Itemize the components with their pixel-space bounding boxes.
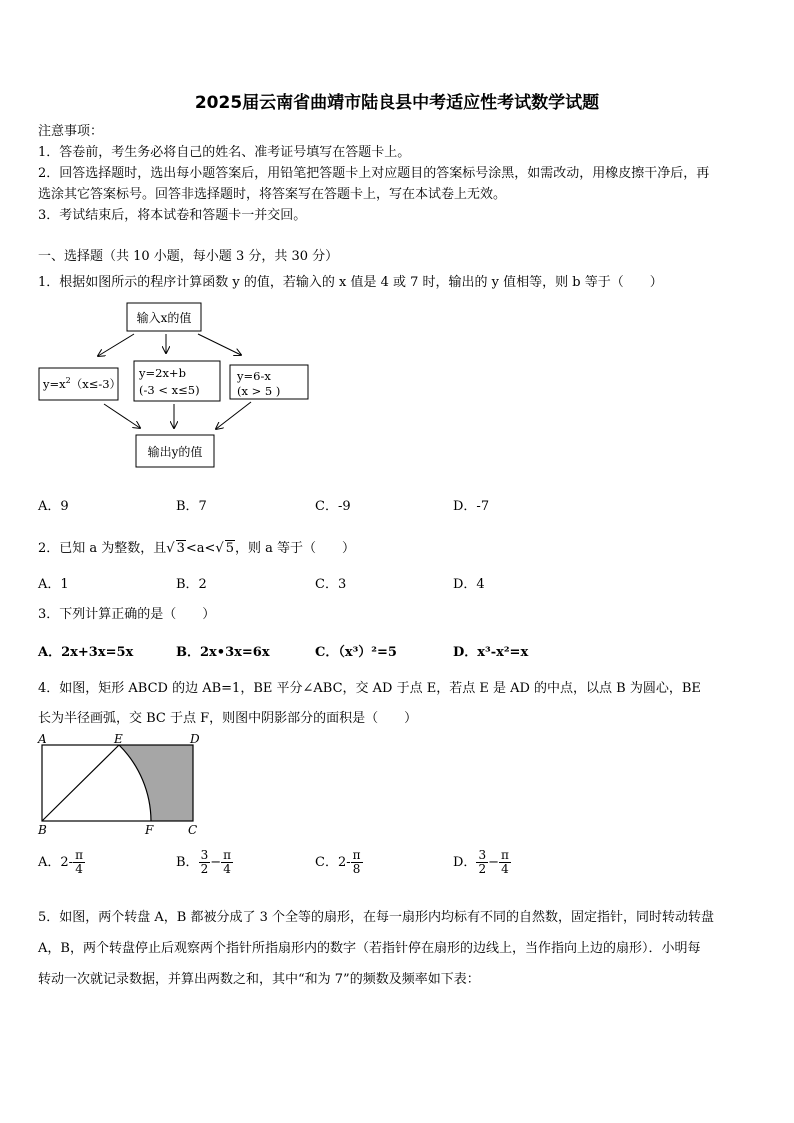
fraction (351, 849, 363, 876)
q3-stem: 3．下列计算正确的是（ ） (38, 607, 216, 622)
q2-stem-mid: <a< (185, 541, 216, 556)
fraction (73, 849, 85, 876)
flow-input-text: 输入x的值 (136, 311, 192, 325)
flow-right-line2: (x > 5 ) (237, 384, 281, 398)
notice-item-3: 3．考试结束后，将本试卷和答题卡一并交回。 (38, 208, 307, 223)
q1-option-d: D．-7 (453, 499, 490, 514)
q2-stem (38, 537, 355, 556)
flow-mid-line2: (-3 < x≤5) (139, 383, 200, 397)
fraction-denominator: 4 (223, 862, 231, 876)
fraction-numerator: π (500, 848, 509, 862)
sqrt-sign: √ (166, 541, 175, 556)
q4-option-c (315, 849, 363, 876)
fraction-denominator: 2 (200, 862, 209, 876)
page-title: 2025届云南省曲靖市陆良县中考适应性考试数学试题 (194, 93, 600, 113)
q4-line-2: 长为半径画弧，交 BC 于点 F，则图中阴影部分的面积是（ ） (38, 711, 418, 726)
flow-arrow-left (98, 334, 134, 356)
label-b: B (38, 823, 47, 837)
fraction (476, 849, 488, 876)
fraction-numerator: π (75, 848, 83, 862)
q2-option-c: C．3 (315, 577, 347, 592)
option-prefix: C．2- (315, 855, 351, 870)
label-a: A (38, 732, 47, 746)
fraction-denominator: 4 (75, 862, 83, 876)
label-e: E (114, 732, 123, 746)
fraction (499, 849, 511, 876)
q3-option-d: D．x³-x²=x (453, 645, 529, 660)
fraction-numerator: 3 (478, 848, 487, 862)
fraction-denominator: 4 (501, 862, 509, 876)
sqrt-sign: √ (215, 541, 224, 556)
option-prefix: B． (176, 855, 199, 870)
minus-sign: − (488, 855, 499, 870)
q1-flowchart (36, 298, 326, 473)
notice-item-1: 1．答卷前，考生务必将自己的姓名、准考证号填写在答题卡上。 (38, 145, 411, 160)
q2-option-b: B．2 (176, 577, 207, 592)
flow-output-text: 输出y的值 (147, 445, 203, 459)
shaded-region (119, 745, 193, 821)
q4-option-b (176, 849, 233, 876)
q1-stem: 1．根据如图所示的程序计算函数 y 的值，若输入的 x 值是 4 或 7 时，输出的 y 值相等，则 b 等于（ ） (38, 275, 663, 290)
q2-option-d: D．4 (453, 577, 485, 592)
flow-mid-line1: y=2x+b (139, 366, 186, 380)
section-heading: 一、选择题（共 10 小题，每小题 3 分，共 30 分） (38, 249, 339, 264)
flow-arrow-right-out (216, 402, 251, 429)
q4-line-1: 4．如图，矩形 ABCD 的边 AB=1，BE 平分∠ABC，交 AD 于点 E，若点 E 是 AD 的中点，以点 B 为圆心，BE (38, 681, 701, 696)
segment-be (42, 745, 119, 821)
q4-option-d (453, 849, 511, 876)
label-d: D (190, 732, 200, 746)
q2-stem-pre: 2．已知 a 为整数，且 (38, 541, 167, 556)
notice-item-2-cont: 选涂其它答案标号。回答非选择题时，将答案写在答题卡上，写在本试卷上无效。 (38, 187, 507, 202)
q1-option-b: B．7 (176, 499, 207, 514)
fraction-denominator: 8 (352, 862, 361, 876)
q5-line-1: 5．如图，两个转盘 A，B 都被分成了 3 个全等的扇形，在每一扇形内均标有不同的自然数，固定指针，同时转动转盘 (38, 910, 715, 925)
flow-arrow-right (198, 334, 241, 355)
label-f: F (145, 823, 154, 837)
fraction (221, 849, 233, 876)
q4-option-a (38, 849, 85, 876)
fraction-denominator: 2 (478, 862, 487, 876)
fraction-numerator: π (223, 848, 231, 862)
q2-option-a: A．1 (38, 577, 69, 592)
q1-option-c: C．-9 (315, 499, 351, 514)
minus-sign: − (210, 855, 222, 870)
notice-item-2: 2．回答选择题时，选出每小题答案后，用铅笔把答题卡上对应题目的答案标号涂黑，如需改动，用橡皮擦干净后，再 (38, 166, 710, 181)
q1-option-a: A．9 (38, 499, 69, 514)
flow-left-text: $y=x^2(x\le-3)$ (43, 376, 122, 391)
q4-figure (34, 730, 209, 838)
fraction-numerator: π (352, 848, 361, 862)
flow-right-line1: y=6-x (237, 369, 271, 383)
notice-heading: 注意事项： (38, 124, 104, 139)
q3-option-c: C．（x³）²=5 (315, 645, 397, 660)
label-c: C (188, 823, 198, 837)
q3-option-a: A．2x+3x=5x (38, 645, 134, 660)
fraction (199, 849, 211, 876)
q3-option-b: B．2x•3x=6x (176, 645, 270, 660)
q5-line-2: A，B，两个转盘停止后观察两个指针所指扇形内的数字（若指针停在扇形的边线上，当作指向上边的扇形）．小明每 (38, 941, 701, 956)
q2-radicand-1: 3 (176, 541, 185, 556)
q2-stem-post: ，则 a 等于（ ） (235, 541, 356, 556)
fraction-numerator: 3 (200, 848, 209, 862)
q5-line-3: 转动一次就记录数据，并算出两数之和，其中“和为 7”的频数及频率如下表： (38, 972, 480, 987)
q2-radicand-2: 5 (225, 541, 234, 556)
flow-arrow-left-out (104, 404, 140, 428)
option-prefix: D． (453, 855, 477, 870)
option-prefix: A．2- (38, 855, 74, 870)
